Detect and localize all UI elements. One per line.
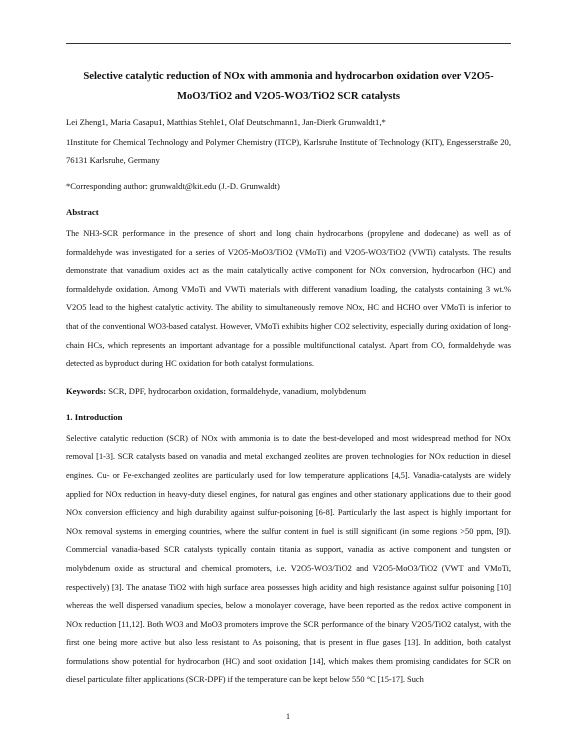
affiliation: 1Institute for Chemical Technology and Polymer Chemistry (ITCP), Karlsruhe Institute of Technology (KIT), Engesserstraße 20, 76131 Karlsruhe, Germany [66,137,511,165]
keywords-label: Keywords: [66,385,107,396]
corresponding-author: *Corresponding author: grunwaldt@kit.edu (J.-D. Grunwaldt) [66,181,280,191]
keywords-text: SCR, DPF, hydrocarbon oxidation, formaldehyde, vanadium, molybdenum [108,385,367,396]
introduction-text: Selective catalytic reduction (SCR) of NOx with ammonia is to date the best-developed and most widespread method for NOx removal [1-3]. SCR catalysts based on vanadia and metal exchanged zeolites are proven technologies for NOx reduction in diesel engines. Cu- or Fe-exchanged zeolites are particularly used for low temperature applications [4,5]. Vanadia-catalysts are widely applied for NOx reduction in heavy-duty diesel engines, for natural gas engines and other stationary applications due to their good NOx conversion efficiency and high durability against sulfur-poisoning [6-8]. Particularly the last aspect is highly important for NOx removal systems in emerging countries, where the sulfur content in fuel is still significant (in some regions >50 ppm, [9]). Commercial vanadia-based SCR catalysts typically contain titania as support, vanadia as active component and tungsten or molybdenum oxide as structural and chemical promoters, i.e. V2O5-WO3/TiO2 and V2O5-MoO3/TiO2 (VWT and VMoTi, respectively) [3]. The anatase TiO2 with high surface area possesses high acidity and high resistance against sulfur poisoning [10] whereas the well dispersed vanadium species, below a monolayer coverage, have been reported as the redox active component in NOx reduction [11,12]. Both WO3 and MoO3 promoters improve the SCR performance of the binary V2O5/TiO2 catalyst, with the first one being more active but also less resistant to As poisoning, that is present in flue gases [13]. In addition, both catalyst formulations show potential for hydrocarbon (HC) and soot oxidation [14], which makes them promising candidates for SCR on diesel particulate filter applications (SCR-DPF) if the temperature can be kept below 550 °C [15-17]. Such [66,433,511,685]
header-rule [66,43,511,44]
paper-title: Selective catalytic reduction of NOx with ammonia and hydrocarbon oxidation over V2O5-MoO3/TiO2 and V2O5-WO3/TiO2 SCR catalysts [83,71,494,102]
author-list: Lei Zheng1, Maria Casapu1, Matthias Stehle1, Olaf Deutschmann1, Jan-Dierk Grunwaldt1,* [66,117,386,127]
paper-page [66,55,511,690]
abstract-heading: Abstract [66,207,99,217]
keywords-line [66,382,511,400]
introduction-heading: 1. Introduction [66,411,123,422]
page-number: 1 [286,712,290,721]
abstract-text: The NH3-SCR performance in the presence of short and long chain hydrocarbons (propylene and dodecane) as well as of formaldehyde was investigated for a series of V2O5-MoO3/TiO2 (VMoTi) and V2O5-WO3/TiO2 (VWTi) catalysts. The results demonstrate that vanadium oxides act as the main catalytically active component for NOx conversion, hydrocarbon (HC) and formaldehyde oxidation. Among VMoTi and VWTi materials with different vanadium loading, the catalysts containing 3 wt.% V2O5 lead to the highest catalytic activity. The ability to simultaneously remove NOx, HC and HCHO over VMoTi is inferior to that of the conventional WO3-based catalyst. However, VMoTi exhibits higher CO2 selectivity, especially during oxidation of long-chain HCs, which represents an important advantage for a possible multifunctional catalyst. Apart from CO, formaldehyde was detected as byproduct during HC oxidation for both catalyst formulations. [66,229,511,369]
